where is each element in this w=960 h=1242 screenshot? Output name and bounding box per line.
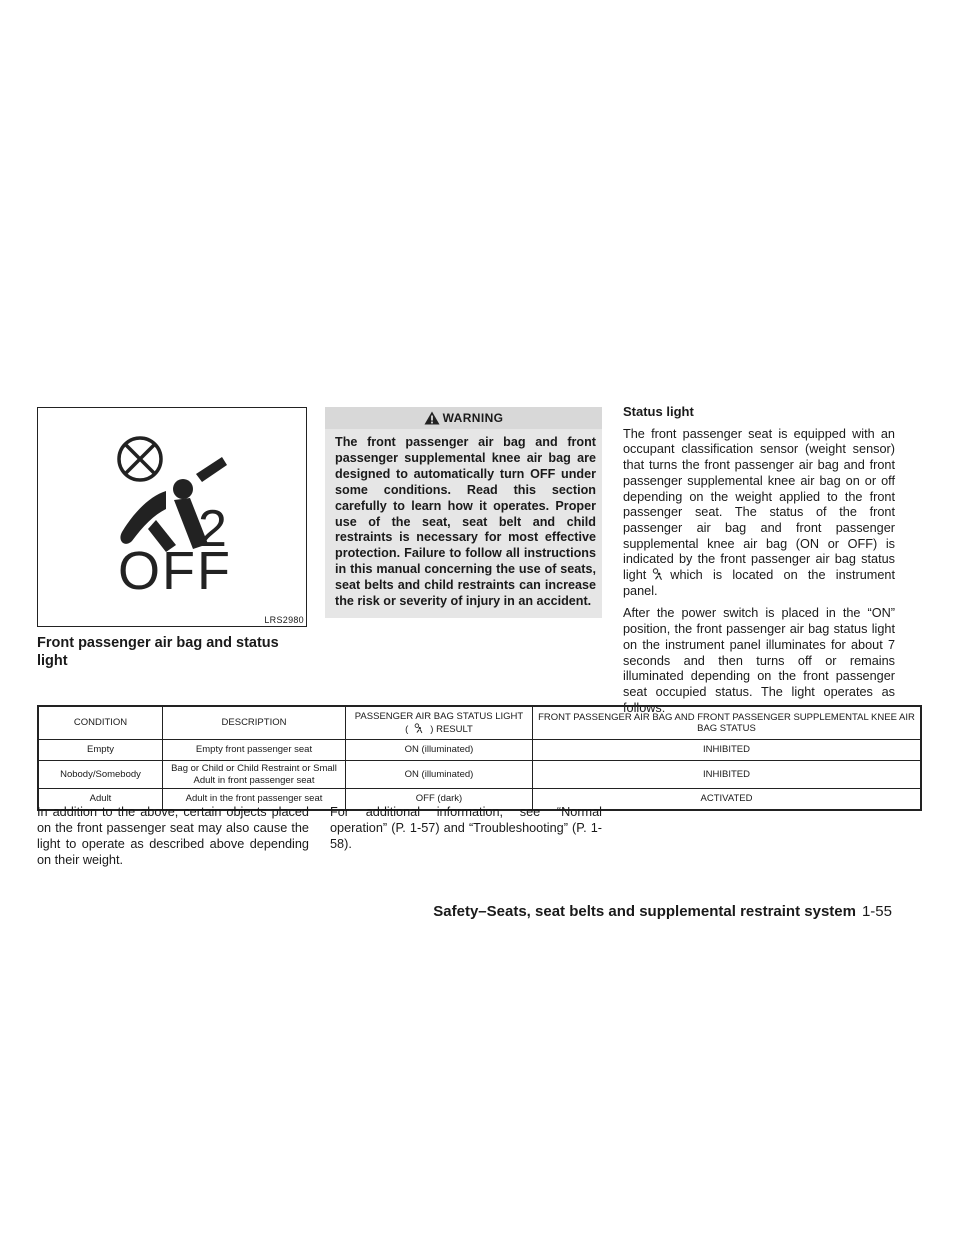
header-status-light xyxy=(346,706,533,740)
cell-description: Empty front passenger seat xyxy=(163,740,346,761)
header-light-line1: PASSENGER AIR BAG STATUS LIGHT xyxy=(354,711,524,722)
status-light-p1-end: which is located on the instrument panel. xyxy=(623,568,895,598)
figure-off-label: OFF xyxy=(118,541,232,601)
figure-number: 2 xyxy=(198,500,227,558)
passenger-airbag-off-icon xyxy=(38,408,306,626)
table-row xyxy=(38,740,921,761)
status-light-paragraph-2: After the power switch is placed in the “ON” position, the front passenger air bag status light on the instrument panel illuminates for about 7 seconds and then turns off or remains illuminated depending on the front passenger seat occupied status. The light operates as follows: xyxy=(623,606,895,715)
cell-description: Bag or Child or Child Restraint or Small Adult in front passenger seat xyxy=(163,761,346,789)
airbag-status-figure xyxy=(37,407,307,627)
cell-light: OFF (dark) xyxy=(346,789,533,811)
header-description: DESCRIPTION xyxy=(163,706,346,740)
warning-box xyxy=(325,407,602,618)
warning-triangle-icon xyxy=(424,411,440,425)
airbag-status-light-icon xyxy=(414,723,424,735)
header-front-status: FRONT PASSENGER AIR BAG AND FRONT PASSENGER SUPPLEMENTAL KNEE AIR BAG STATUS xyxy=(533,706,922,740)
figure-code: LRS2980 xyxy=(264,615,304,625)
status-light-p1-text: The front passenger seat is equipped with an occupant classification sensor (weight sensor) that turns the front passenger air bag and front passenger supplemental knee air bag on or off depending on the weight applied to the front passenger seat. The status of the front passenger air bag and front passenger supplemental knee air bag (ON or OFF) is indicated by the front passenger air bag status light xyxy=(623,426,895,583)
header-light-open: ( xyxy=(405,723,409,735)
page-number: 1-55 xyxy=(861,903,892,920)
table-row xyxy=(38,761,921,789)
cell-condition: Empty xyxy=(38,740,163,761)
header-light-close: ) RESULT xyxy=(430,723,473,735)
cell-condition: Nobody/Somebody xyxy=(38,761,163,789)
cell-light: ON (illuminated) xyxy=(346,740,533,761)
status-table xyxy=(37,705,922,811)
status-light-heading: Status light xyxy=(623,404,694,419)
warning-text: The front passenger air bag and front passenger supplemental knee air bag are designed to automatically turn OFF under some conditions. Read this section carefully to learn how it operates. Proper use of the seat, seat belt and child restraints is necessary for most effective protection. Failure to follow all instructions in this manual concerning the use of seats, seat belts and child restraints can increase the risk or severity of injury in an accident. xyxy=(335,435,596,609)
airbag-status-light-icon xyxy=(652,568,664,582)
cell-status: ACTIVATED xyxy=(533,789,922,811)
footer-section-title: Safety–Seats, seat belts and supplemental restraint system xyxy=(433,903,856,920)
cell-light: ON (illuminated) xyxy=(346,761,533,789)
bottom-middle-paragraph: For additional information, see “Normal operation” (P. 1-57) and “Troubleshooting” (P. 1-58). xyxy=(330,805,602,851)
warning-header xyxy=(325,407,602,429)
warning-title: WARNING xyxy=(442,411,504,425)
cell-condition: Adult xyxy=(38,789,163,811)
status-light-section xyxy=(623,404,895,723)
cell-status: INHIBITED xyxy=(533,761,922,789)
bottom-left-paragraph: In addition to the above, certain objects placed on the front passenger seat may also cause the light to operate as described above depending on their weight. xyxy=(37,805,309,867)
table-header-row xyxy=(38,706,921,740)
page-footer xyxy=(433,903,892,920)
figure-caption: Front passenger air bag and status light xyxy=(37,635,279,669)
cell-description: Adult in the front passenger seat xyxy=(163,789,346,811)
header-condition: CONDITION xyxy=(38,706,163,740)
status-light-paragraph-1 xyxy=(623,427,895,600)
cell-status: INHIBITED xyxy=(533,740,922,761)
